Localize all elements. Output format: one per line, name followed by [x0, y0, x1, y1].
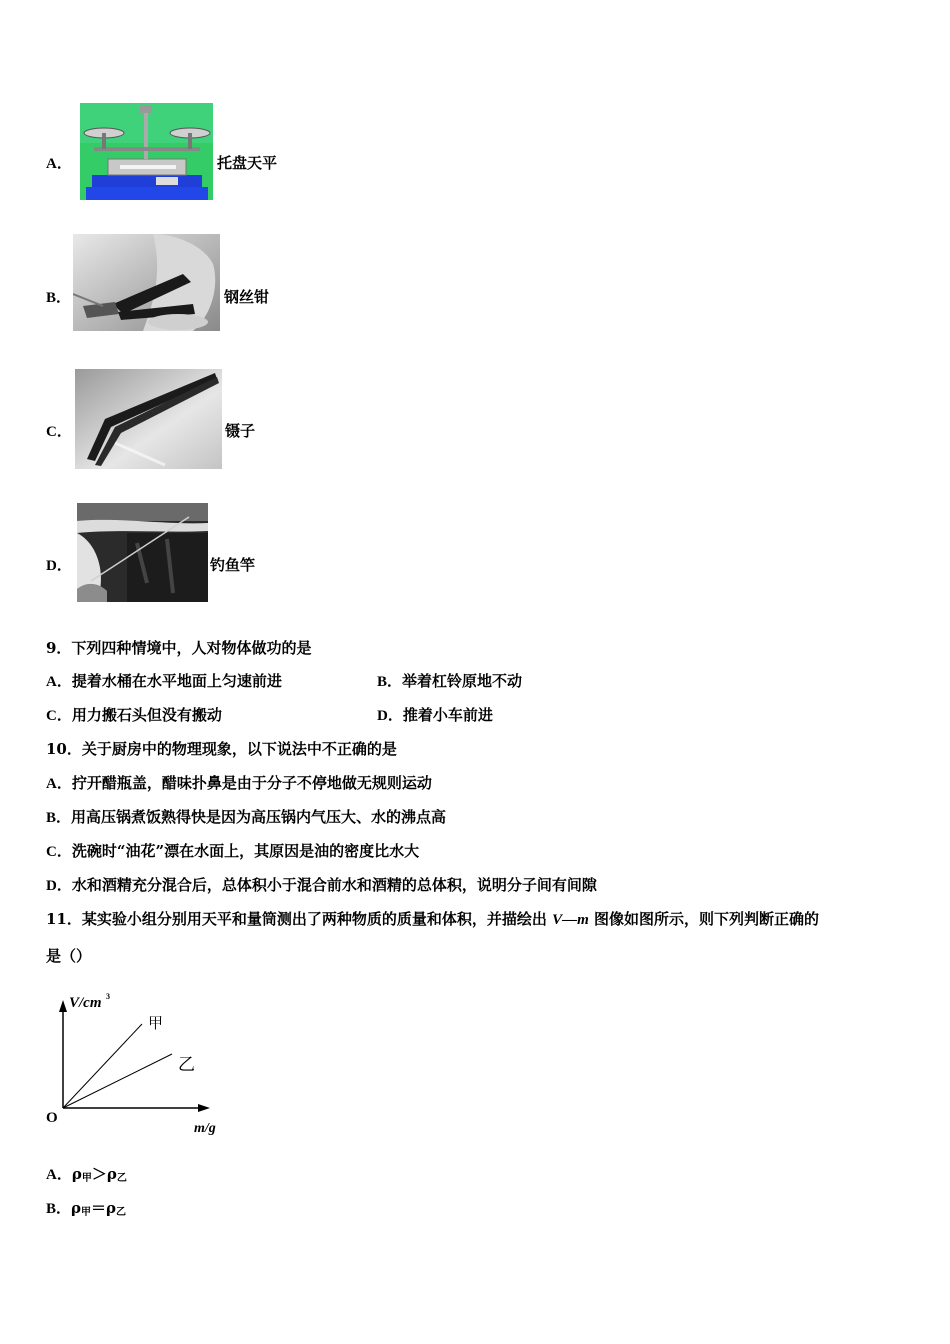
rho-symbol: ρ [106, 1199, 116, 1217]
q11-stem [46, 909, 819, 930]
option-text: 拧开醋瓶盖，醋味扑鼻是由于分子不停地做无规则运动 [71, 774, 432, 792]
option-text: 洗碗时“油花”漂在水面上，其原因是油的密度比水大 [71, 842, 420, 860]
line-yi [63, 1054, 172, 1108]
q11-option-a [46, 1164, 127, 1189]
q10-option-d [46, 875, 597, 896]
y-axis-exponent: 3 [106, 992, 110, 1001]
subscript: 甲 [81, 1173, 92, 1184]
q9-option-d [377, 705, 493, 726]
option-letter: A． [46, 674, 72, 690]
option-letter: C． [46, 708, 72, 724]
comparison-operator: ＝ [91, 1199, 107, 1217]
option-text: 水和酒精充分混合后，总体积小于混合前水和酒精的总体积，说明分子间有间隙 [71, 876, 597, 894]
q9-option-a [46, 671, 282, 692]
option-letter: C． [46, 424, 72, 440]
stem-text: 图像如图所示，则下列判断正确的 [588, 910, 820, 928]
stem-text: 11．某实验小组分别用天平和量筒测出了两种物质的质量和体积，并描绘出 [46, 910, 553, 928]
q10-option-a [46, 773, 432, 794]
option-label: 镊子 [225, 422, 256, 440]
option-letter: A． [46, 776, 72, 792]
rho-symbol: ρ [106, 1165, 117, 1183]
q11-option-b [46, 1198, 126, 1223]
option-text: 用高压锅煮饭熟得快是因为高压锅内气压大、水的沸点高 [71, 808, 447, 826]
q11-stem-line2: 是（） [46, 947, 92, 965]
q9-option-c [46, 705, 222, 726]
y-axis-label: V/cm [69, 995, 102, 1011]
option-letter: B． [46, 810, 72, 826]
pliers-image [73, 234, 220, 331]
option-text: 提着水桶在水平地面上匀速前进 [71, 672, 282, 690]
option-letter: B． [46, 1201, 72, 1217]
stem-variable: V—m [552, 912, 589, 928]
line-yi-label: 乙 [178, 1055, 195, 1075]
comparison-operator: ＞ [91, 1165, 107, 1183]
rho-symbol: ρ [71, 1165, 82, 1183]
v-m-graph [44, 988, 229, 1138]
x-axis-label: m/g [194, 1121, 216, 1136]
option-text: 推着小车前进 [402, 706, 493, 724]
fishing-rod-image [77, 503, 208, 602]
option-label: 钓鱼竿 [210, 556, 256, 574]
option-letter: A． [46, 1167, 72, 1183]
option-letter: D． [46, 558, 72, 574]
balance-scale-image [80, 103, 213, 200]
rho-symbol: ρ [71, 1199, 81, 1217]
subscript: 甲 [81, 1207, 91, 1218]
q10-stem: 10．关于厨房中的物理现象，以下说法中不正确的是 [46, 740, 397, 758]
q10-option-b [46, 807, 446, 828]
option-letter: D． [377, 708, 403, 724]
origin-label: O [46, 1110, 58, 1126]
q10-option-c [46, 841, 419, 862]
option-text: 举着杠铃原地不动 [402, 672, 523, 690]
option-text: 用力搬石头但没有搬动 [71, 706, 222, 724]
line-jia-label: 甲 [148, 1014, 164, 1032]
option-label: 托盘天平 [217, 154, 278, 172]
line-jia [63, 1024, 142, 1108]
y-axis-arrow [59, 1000, 67, 1012]
subscript: 乙 [116, 1207, 126, 1218]
tweezers-image [75, 369, 222, 469]
option-letter: B． [46, 290, 72, 306]
option-letter: A． [46, 156, 72, 172]
q9-stem: 9．下列四种情境中，人对物体做功的是 [46, 639, 312, 657]
subscript: 乙 [116, 1173, 127, 1184]
q9-option-b [377, 671, 522, 692]
option-label: 钢丝钳 [224, 288, 270, 306]
x-axis-arrow [198, 1104, 210, 1112]
option-letter: D． [46, 878, 72, 894]
option-letter: C． [46, 844, 72, 860]
option-letter: B． [377, 674, 403, 690]
